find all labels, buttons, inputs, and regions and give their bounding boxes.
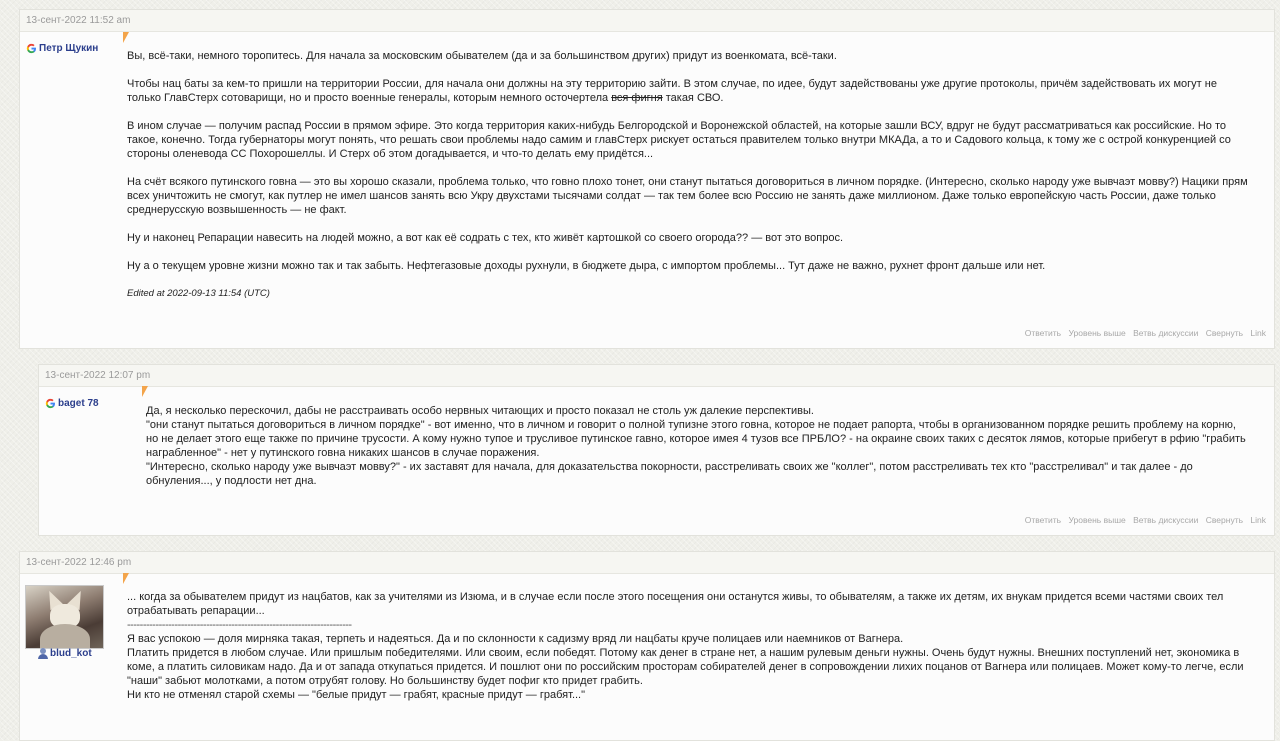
reply-link[interactable]: Ответить xyxy=(1024,515,1062,525)
comment-body xyxy=(146,404,1251,488)
comment-line: "они станут пытаться договориться в личном порядке" - вот именно, что в личном и говорит о полной тупизне этого говна, которое не подает рапорта, чтобы в организованном порядке решить проблему на корню, но не делает этого еще также по причине трусости. А кому нужно тупое и трусливое путинское гавно, которое имея 4 тузов все ПРБЛО? - на окраине своих таких с десяток лямов, которые прибегут в рфию "грабить награбленное" - нет у путинского говна никаких шансов в случае поражения. xyxy=(146,419,1246,459)
strikethrough-text: вся фигня xyxy=(611,92,663,104)
comment-paragraph-text: Чтобы нац баты за кем-то пришли на территории России, для начала они должны на эту территорию зайти. В этом случае, по идее, будут задействованы уже другие протоколы, причём задействовать их могут не только ГлавСтерх сотоварищи, но и просто военные генералы, которым немного осточертела xyxy=(127,78,1217,104)
google-icon xyxy=(45,398,56,409)
collapse-link[interactable]: Свернуть xyxy=(1205,328,1244,338)
comment-line: Да, я несколько перескочил, дабы не расстраивать особо нервных читающих и просто показал не столь уж далекие перспективы. xyxy=(146,405,814,417)
parent-link[interactable]: Уровень выше xyxy=(1068,328,1126,338)
comment-body xyxy=(127,49,1252,301)
comment-author[interactable] xyxy=(45,398,99,409)
comment-paragraph: В ином случае — получим распад России в прямом эфире. Это когда территория каких-нибудь Белгородской и Воронежской областей, на которые зашли ВСУ, вдруг не будут рассматриваться как российские. Но то такое, конечно. Тогда губернаторы могут понять, что решать свои проблемы надо самим и главСтерх рискует остаться правителем только внутри МКАДа, а то и Садового кольца, к тому же с острой конкуренцией со стороны оленевода СС Похорошеллы. И Стерх об этом догадывается, и что-то делать ему придётся... xyxy=(127,120,1231,160)
comment-paragraph: Ну а о текущем уровне жизни можно так и так забыть. Нефтегазовые доходы рухнули, в бюджете дыра, с импортом проблемы... Тут даже не важно, рухнет фронт дальше или нет. xyxy=(127,260,1046,272)
comment-timestamp: 13-сент-2022 11:52 am xyxy=(20,10,1274,32)
user-icon xyxy=(38,648,48,659)
comment-flag-icon xyxy=(123,32,129,43)
comment-3 xyxy=(19,551,1275,741)
comment-actions xyxy=(1020,515,1266,525)
comment-author[interactable] xyxy=(38,648,92,659)
thread-link[interactable]: Ветвь дискуссии xyxy=(1133,328,1199,338)
permalink[interactable]: Link xyxy=(1250,328,1266,338)
comment-1 xyxy=(19,9,1275,349)
comment-paragraph: На счёт всякого путинского говна — это вы хорошо сказали, проблема только, что говно плохо тонет, они станут пытаться договориться в личном порядке. (Интересно, сколько народу уже вывчаэт мовву?) Нацики прям всех уничтожить не смогут, как путлер не имел шансов занять всю Укру двухстами тысячами солдат — так тем более всю Россию не занять даже миллионом. Даже только европейскую часть России, даже только среднерусскую возвышенность — не факт. xyxy=(127,176,1248,216)
comment-paragraph-tail: такая СВО. xyxy=(662,92,724,104)
reply-link[interactable]: Ответить xyxy=(1024,328,1062,338)
author-name[interactable]: blud_kot xyxy=(50,648,92,659)
comment-body xyxy=(127,590,1252,702)
avatar[interactable] xyxy=(25,585,104,649)
thread-link[interactable]: Ветвь дискуссии xyxy=(1133,515,1199,525)
comment-line: Ни кто не отменял старой схемы — "белые придут — грабят, красные придут — грабят..." xyxy=(127,689,586,701)
author-name[interactable]: Петр Щукин xyxy=(39,43,99,54)
divider-line: ----------------------------------------------------------------------- xyxy=(127,619,352,631)
comment-line: Я вас успокою — доля мирняка такая, терпеть и надеяться. Да и по склонности к садизму вряд ли нацбаты круче полицаев или наемников от Вагнера. xyxy=(127,633,904,645)
comment-timestamp: 13-сент-2022 12:07 pm xyxy=(39,365,1274,387)
comment-line: "Интересно, сколько народу уже вывчаэт мовву?" - их заставят для начала, для доказательства покорности, расстреливать своих же "коллег", потом расстреливать тех кто "расстреливал" и так далее - до обнуления..., у подлости нет дна. xyxy=(146,461,1193,487)
comment-flag-icon xyxy=(123,573,129,584)
comment-line: ... когда за обывателем придут из нацбатов, как за учителями из Изюма, и в случае если после этого посещения они останутся живы, то обывателям, а также их детям, их внукам придется всеми частями своих тел отрабатывать репарации... xyxy=(127,591,1224,617)
author-name[interactable]: baget 78 xyxy=(58,398,99,409)
comment-flag-icon xyxy=(142,386,148,397)
comment-paragraph: Вы, всё-таки, немного торопитесь. Для начала за московским обывателем (да и за большинством других) придут из военкомата, всё-таки. xyxy=(127,50,837,62)
comment-line: Платить придется в любом случае. Или пришлым победителями. Или своим, если победят. Потому как денег в стране нет, а нашим рулевым деньги нужны. Очень будут нужны. Внешних поступлений нет, экономика в коме, а платить силовикам надо. Да и от запада откупаться придется. И пошлют они по российским просторам собирателей денег в сопровождении лихих поцанов от Вагнера или полицаев. Может кому-то легче, если "наши" забьют молотками, а потом отрубят голову. Но большинству будет пофиг кто придет грабить. xyxy=(127,647,1244,687)
comment-author[interactable] xyxy=(26,43,98,54)
comment-paragraph: Ну и наконец Репарации навесить на людей можно, а вот как её содрать с тех, кто живёт картошкой со своего огорода?? — вот это вопрос. xyxy=(127,232,844,244)
avatar-cat-body xyxy=(40,624,90,649)
parent-link[interactable]: Уровень выше xyxy=(1068,515,1126,525)
collapse-link[interactable]: Свернуть xyxy=(1205,515,1244,525)
permalink[interactable]: Link xyxy=(1250,515,1266,525)
google-icon xyxy=(26,43,37,54)
comment-paragraph xyxy=(127,77,1252,105)
comment-actions xyxy=(1020,328,1266,338)
edited-note: Edited at 2022-09-13 11:54 (UTC) xyxy=(127,288,270,299)
comment-timestamp: 13-сент-2022 12:46 pm xyxy=(20,552,1274,574)
comment-2 xyxy=(38,364,1275,536)
